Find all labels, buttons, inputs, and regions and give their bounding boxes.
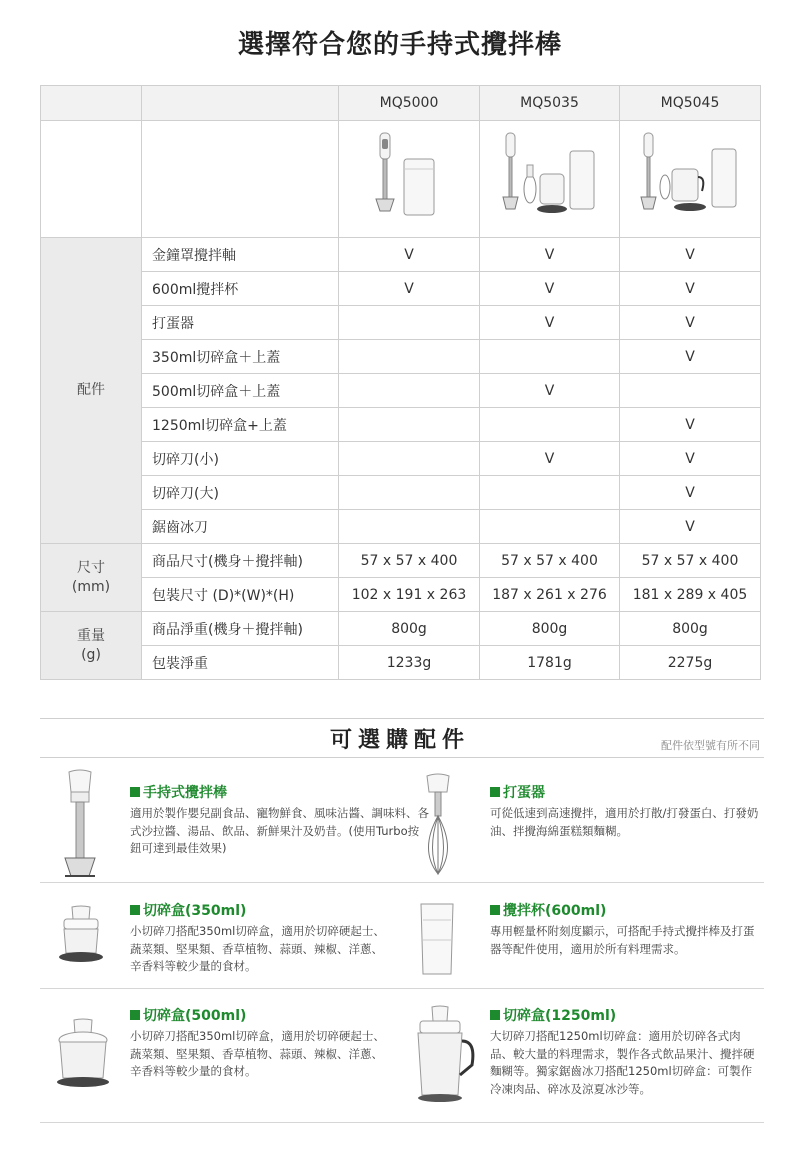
- accessory-item: [490, 900, 760, 958]
- value-cell: [620, 374, 761, 408]
- accessory-item: [490, 1005, 762, 1098]
- row-divider: [40, 882, 764, 883]
- row-label: 包裝尺寸 (D)*(W)*(H): [142, 578, 339, 612]
- value-cell: [339, 306, 480, 340]
- value-cell: 57 x 57 x 400: [339, 544, 480, 578]
- accessory-name: 切碎盒(1250ml): [503, 1008, 617, 1024]
- row-label: 350ml切碎盒＋上蓋: [142, 340, 339, 374]
- table-row: [41, 374, 761, 408]
- value-cell: V: [480, 306, 620, 340]
- value-cell: 187 x 261 x 276: [480, 578, 620, 612]
- accessory-item: [130, 900, 385, 976]
- bullet-square-icon: [490, 905, 500, 915]
- accessory-item: [490, 782, 760, 840]
- bullet-square-icon: [130, 787, 140, 797]
- table-row: [41, 442, 761, 476]
- value-cell: [480, 408, 620, 442]
- bullet-square-icon: [130, 1010, 140, 1020]
- row-label: 商品淨重(機身＋攪拌軸): [142, 612, 339, 646]
- table-row: [41, 340, 761, 374]
- row-divider: [40, 988, 764, 989]
- accessory-name: 攪拌杯(600ml): [503, 903, 607, 919]
- row-label: 商品尺寸(機身＋攪拌軸): [142, 544, 339, 578]
- value-cell: 1781g: [480, 646, 620, 680]
- accessory-description: 適用於製作嬰兒副食品、寵物鮮食、風味沾醬、調味料、各式沙拉醬、湯品、飲品、新鮮果汁及奶昔。(使用Turbo按鈕可達到最佳效果): [130, 806, 429, 855]
- beaker-600-icon: [417, 900, 457, 978]
- value-cell: [339, 408, 480, 442]
- table-row: [41, 408, 761, 442]
- value-cell: V: [620, 340, 761, 374]
- model-header: MQ5035: [480, 86, 620, 121]
- header-blank-cell: [41, 86, 142, 121]
- value-cell: 57 x 57 x 400: [620, 544, 761, 578]
- hand-blender-icon: [55, 768, 105, 880]
- accessory-name: 切碎盒(500ml): [143, 1008, 247, 1024]
- header-blank-cell: [142, 86, 339, 121]
- value-cell: 800g: [620, 612, 761, 646]
- value-cell: V: [620, 272, 761, 306]
- row-label: 鋸齒冰刀: [142, 510, 339, 544]
- hand-blender-set-icon: [500, 129, 600, 229]
- group-label: 重量 (g): [41, 612, 142, 680]
- accessory-item: [130, 782, 430, 858]
- bullet-square-icon: [130, 905, 140, 915]
- product-image-mq5035: [480, 121, 620, 238]
- optional-accessories-note: 配件依型號有所不同: [661, 739, 760, 752]
- row-label: 金鐘罩攪拌軸: [142, 238, 339, 272]
- bullet-square-icon: [490, 787, 500, 797]
- table-row: [41, 544, 761, 578]
- value-cell: V: [620, 238, 761, 272]
- row-label: 1250ml切碎盒+上蓋: [142, 408, 339, 442]
- value-cell: 2275g: [620, 646, 761, 680]
- value-cell: V: [480, 238, 620, 272]
- value-cell: 102 x 191 x 263: [339, 578, 480, 612]
- table-row: [41, 272, 761, 306]
- value-cell: V: [480, 374, 620, 408]
- row-label: 600ml攪拌杯: [142, 272, 339, 306]
- value-cell: V: [620, 306, 761, 340]
- row-label: 包裝淨重: [142, 646, 339, 680]
- value-cell: 800g: [339, 612, 480, 646]
- accessory-description: 專用輕量杯附刻度顯示，可搭配手持式攪拌棒及打蛋器等配件使用，適用於所有料理需求。: [490, 924, 755, 956]
- accessory-description: 大切碎刀搭配1250ml切碎盒：適用於切碎各式肉品、較大量的料理需求，製作各式飲品果汁、攪拌硬麵糊等。獨家鋸齒冰刀搭配1250ml切碎盒：可製作冷凍肉品、碎冰及涼夏冰沙等。: [490, 1029, 755, 1096]
- section-divider: [40, 757, 764, 758]
- value-cell: V: [620, 476, 761, 510]
- group-label: 配件: [41, 238, 142, 544]
- value-cell: V: [620, 442, 761, 476]
- value-cell: [339, 510, 480, 544]
- value-cell: V: [620, 408, 761, 442]
- value-cell: 181 x 289 x 405: [620, 578, 761, 612]
- accessory-description: 小切碎刀搭配350ml切碎盒，適用於切碎硬起士、蔬菜類、堅果類、香草植物、蒜頭、辣椒、洋蔥、辛香料等較少量的食材。: [130, 924, 385, 973]
- accessory-item: [130, 1005, 385, 1081]
- row-divider: [40, 1122, 764, 1123]
- table-row: [41, 510, 761, 544]
- value-cell: [480, 340, 620, 374]
- model-header: MQ5000: [339, 86, 480, 121]
- accessory-description: 可從低速到高速攪拌，適用於打散/打發蛋白、打發奶油、拌攪海綿蛋糕類麵糊。: [490, 806, 759, 838]
- group-label: 尺寸 (mm): [41, 544, 142, 612]
- value-cell: [480, 476, 620, 510]
- product-image-row: [41, 121, 761, 238]
- product-image-mq5000: [339, 121, 480, 238]
- hand-blender-set-icon: [364, 129, 454, 229]
- accessory-description: 小切碎刀搭配350ml切碎盒，適用於切碎硬起士、蔬菜類、堅果類、香草植物、蒜頭、辣椒、洋蔥、辛香料等較少量的食材。: [130, 1029, 385, 1078]
- page-title: 選擇符合您的手持式攪拌棒: [237, 30, 562, 60]
- table-row: [41, 238, 761, 272]
- image-blank-cell: [142, 121, 339, 238]
- value-cell: V: [480, 442, 620, 476]
- value-cell: [339, 442, 480, 476]
- value-cell: 57 x 57 x 400: [480, 544, 620, 578]
- chopper-350-icon: [52, 905, 110, 965]
- value-cell: [339, 476, 480, 510]
- value-cell: V: [339, 238, 480, 272]
- optional-accessories-title: 可選購配件: [329, 728, 470, 753]
- product-image-mq5045: [620, 121, 761, 238]
- accessory-name: 打蛋器: [503, 785, 545, 801]
- section-divider: [40, 718, 764, 719]
- chopper-500-icon: [50, 1018, 116, 1090]
- value-cell: 800g: [480, 612, 620, 646]
- table-row: [41, 646, 761, 680]
- row-label: 500ml切碎盒＋上蓋: [142, 374, 339, 408]
- row-label: 切碎刀(小): [142, 442, 339, 476]
- whisk-icon: [415, 770, 461, 878]
- bullet-square-icon: [490, 1010, 500, 1020]
- table-header-row: [41, 86, 761, 121]
- hand-blender-set-icon: [640, 129, 740, 229]
- value-cell: V: [339, 272, 480, 306]
- table-row: [41, 476, 761, 510]
- comparison-table: [40, 85, 761, 680]
- table-row: [41, 306, 761, 340]
- chopper-1250-icon: [410, 1005, 478, 1105]
- model-header: MQ5045: [620, 86, 761, 121]
- value-cell: [480, 510, 620, 544]
- image-blank-cell: [41, 121, 142, 238]
- row-label: 打蛋器: [142, 306, 339, 340]
- value-cell: [339, 340, 480, 374]
- value-cell: [339, 374, 480, 408]
- accessory-name: 切碎盒(350ml): [143, 903, 247, 919]
- table-row: [41, 578, 761, 612]
- value-cell: V: [480, 272, 620, 306]
- value-cell: 1233g: [339, 646, 480, 680]
- table-row: [41, 612, 761, 646]
- value-cell: V: [620, 510, 761, 544]
- row-label: 切碎刀(大): [142, 476, 339, 510]
- accessory-name: 手持式攪拌棒: [143, 785, 227, 801]
